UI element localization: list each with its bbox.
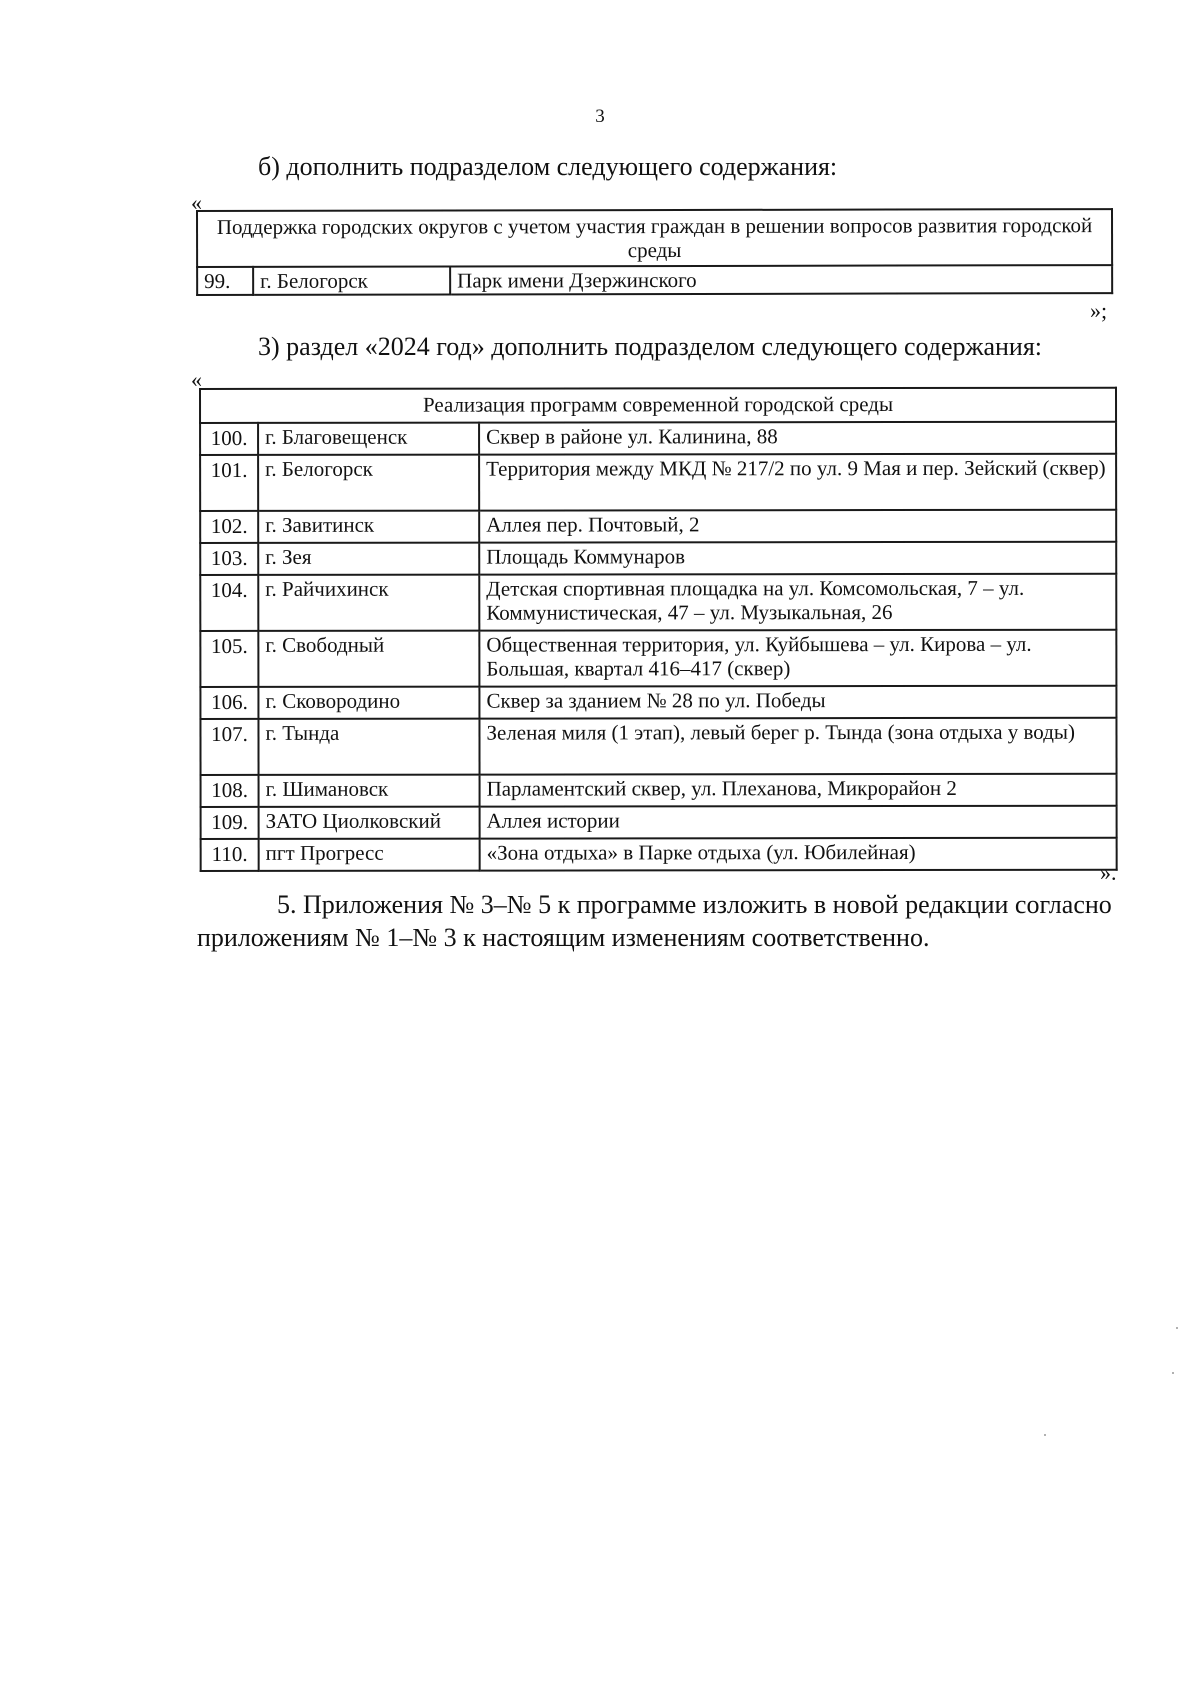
row-city: г. Сковородино [258, 687, 479, 719]
row-number: 108. [201, 775, 259, 807]
table-row [197, 265, 1112, 295]
table-row [200, 542, 1116, 575]
table-row [200, 422, 1116, 455]
row-city: г. Белогорск [253, 267, 450, 296]
row-city: г. Шимановск [259, 775, 480, 807]
row-number: 109. [201, 807, 259, 839]
row-object: Сквер за зданием № 28 по ул. Победы [479, 686, 1116, 719]
row-object: Парк имени Дзержинского [450, 265, 1112, 295]
row-number: 103. [200, 543, 258, 575]
row-city: г. Свободный [258, 631, 479, 687]
row-number: 104. [200, 575, 258, 631]
table2-header: Реализация программ современной городской среды [200, 388, 1116, 423]
row-object: Зеленая миля (1 этап), левый берег р. Тында (зона отдыха у воды) [479, 718, 1116, 775]
table-row [200, 686, 1116, 719]
row-city: ЗАТО Циолковский [259, 807, 480, 839]
row-object: Детская спортивная площадка на ул. Комсомольская, 7 – ул. Коммунистическая, 47 – ул. Музыкальная, 26 [479, 574, 1116, 631]
scan-speck [1176, 1327, 1178, 1329]
paragraph-3: 3) раздел «2024 год» дополнить подразделом следующего содержания: [258, 332, 1043, 361]
table-row [200, 510, 1116, 543]
opening-quote-2: « [191, 367, 202, 392]
row-object: Аллея пер. Почтовый, 2 [479, 510, 1116, 543]
row-object: Площадь Коммунаров [479, 542, 1116, 575]
table-support-urban-districts [196, 208, 1113, 296]
page-number: 3 [595, 106, 605, 127]
row-number: 107. [200, 719, 258, 775]
closing-quote-2: ». [1100, 860, 1117, 885]
row-object: Общественная территория, ул. Куйбышева – ул. Кирова – ул. Большая, квартал 416–417 (сквер) [479, 630, 1116, 687]
row-number: 101. [200, 455, 258, 511]
table-row [200, 454, 1116, 511]
row-number: 102. [200, 511, 258, 543]
row-city: г. Белогорск [258, 455, 479, 511]
row-number: 99. [197, 267, 253, 295]
table-row [200, 630, 1116, 687]
row-city: г. Райчихинск [258, 575, 479, 631]
table-row [200, 718, 1116, 775]
row-object: Сквер в районе ул. Калинина, 88 [479, 422, 1116, 455]
paragraph-5-line-2: приложениям № 1–№ 3 к настоящим изменениям соответственно. [197, 923, 930, 952]
closing-quote-1: »; [1090, 298, 1108, 323]
table-row [201, 806, 1117, 839]
row-number: 105. [200, 631, 258, 687]
row-number: 110. [201, 839, 259, 871]
row-object: Территория между МКД № 217/2 по ул. 9 Мая и пер. Зейский (сквер) [479, 454, 1116, 511]
scan-speck [1044, 1434, 1046, 1436]
table1-header: Поддержка городских округов с учетом участия граждан в решении вопросов развития городской среды [197, 209, 1112, 267]
row-city: г. Завитинск [258, 511, 479, 543]
row-object: Аллея истории [480, 806, 1117, 839]
table-urban-environment-programs [199, 387, 1118, 872]
row-object: Парламентский сквер, ул. Плеханова, Микрорайон 2 [480, 774, 1117, 807]
table-row [201, 774, 1117, 807]
paragraph-5-line-1: 5. Приложения № 3–№ 5 к программе изложить в новой редакции согласно [277, 890, 1112, 919]
table-row [201, 838, 1117, 871]
scan-speck [1172, 1372, 1174, 1374]
row-city: г. Благовещенск [258, 423, 479, 455]
opening-quote-1: « [191, 190, 202, 215]
row-city: г. Тында [258, 719, 479, 775]
table-row [200, 574, 1116, 631]
row-object: «Зона отдыха» в Парке отдыха (ул. Юбилейная) [480, 838, 1117, 871]
row-number: 106. [200, 687, 258, 719]
row-city: г. Зея [258, 543, 479, 575]
row-number: 100. [200, 423, 258, 455]
paragraph-b: б) дополнить подразделом следующего содержания: [258, 152, 838, 181]
row-city: пгт Прогресс [259, 839, 480, 871]
